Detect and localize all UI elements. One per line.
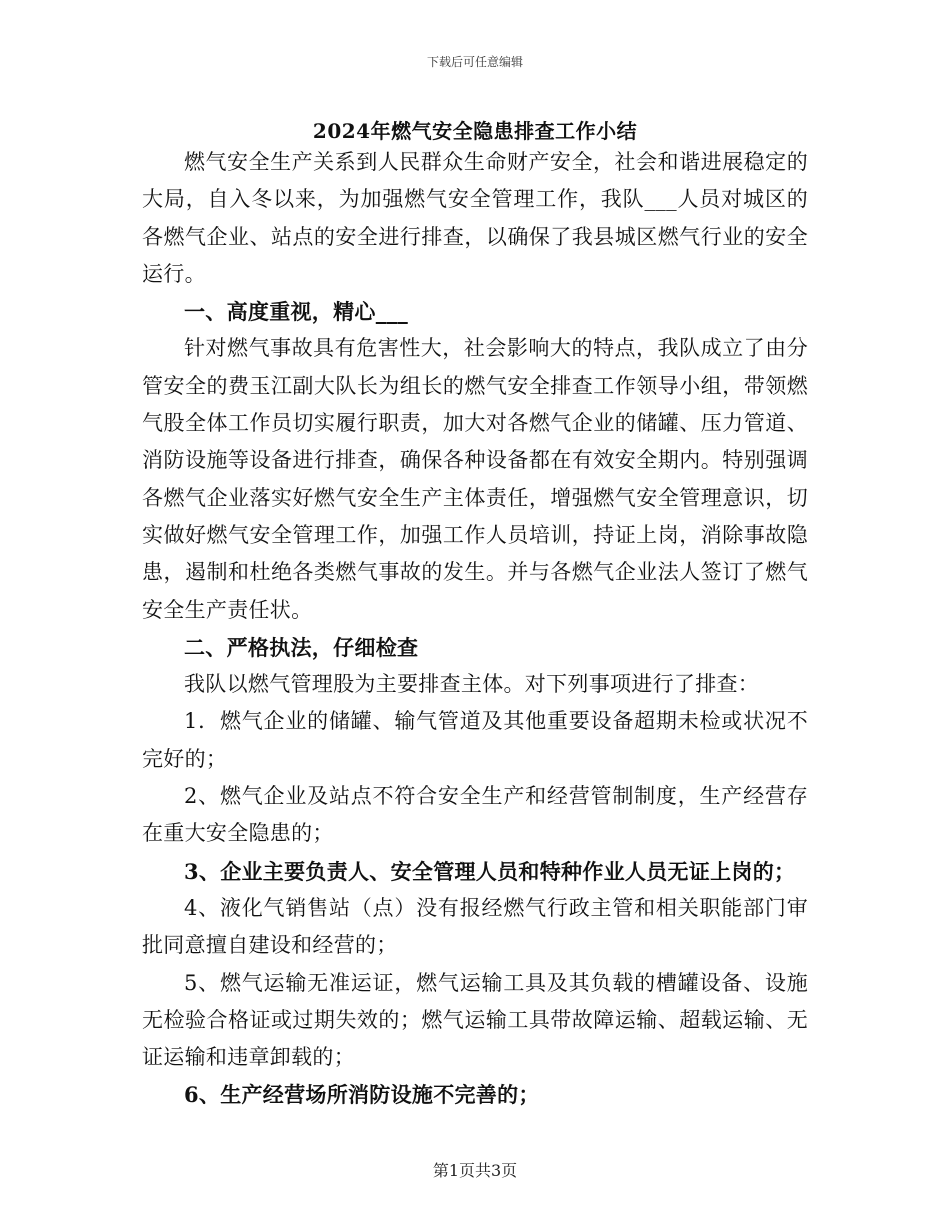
page-footer: 第1页共3页 — [432, 1161, 518, 1180]
list-item-1: 1．燃气企业的储罐、输气管道及其他重要设备超期未检或状况不完好的； — [142, 709, 808, 771]
list-item-3: 3、企业主要负责人、安全管理人员和特种作业人员无证上岗的； — [184, 858, 796, 884]
section-heading-2: 二、严格执法，仔细检查 — [184, 634, 419, 660]
paragraph-section-2-intro: 我队以燃气管理股为主要排查主体。对下列事项进行了排查： — [184, 672, 760, 697]
paragraph-section-1: 针对燃气事故具有危害性大，社会影响大的特点，我队成立了由分管安全的费玉江副大队长为组长的燃气安全排查工作领导小组，带领燃气股全体工作员切实履行职责，加大对各燃气企业的储罐、压力管道、消防设施等设备进行排查，确保各种设备都在有效安全期内。特别强调各燃气企业落实好燃气安全生产主体责任，增强燃气安全管理意识，切实做好燃气安全管理工作，加强工作人员培训，持证上岗，消除事故隐患，遏制和杜绝各类燃气事故的发生。并与各燃气企业法人签订了燃气安全生产责任状。 — [142, 336, 808, 622]
section-heading-1: 一、高度重视，精心___ — [184, 299, 409, 325]
paragraph-intro: 燃气安全生产关系到人民群众生命财产安全，社会和谐进展稳定的大局，自入冬以来，为加强燃气安全管理工作，我队___人员对城区的各燃气企业、站点的安全进行排查，以确保了我县城区燃气行业的安全运行。 — [142, 150, 808, 286]
list-item-6: 6、生产经营场所消防设施不完善的； — [184, 1082, 540, 1108]
document-body — [142, 144, 808, 1114]
document-title: 2024年燃气安全隐患排查工作小结 — [312, 119, 638, 143]
list-item-5: 5、燃气运输无准运证，燃气运输工具及其负载的槽罐设备、设施无检验合格证或过期失效的；燃气运输工具带故障运输、超载运输、无证运输和违章卸载的； — [142, 970, 808, 1070]
header-note: 下载后可任意编辑 — [426, 55, 523, 69]
list-item-2: 2、燃气企业及站点不符合安全生产和经营管制制度，生产经营存在重大安全隐患的； — [142, 784, 808, 846]
list-item-4: 4、液化气销售站（点）没有报经燃气行政主管和相关职能部门审批同意擅自建设和经营的； — [142, 895, 808, 958]
